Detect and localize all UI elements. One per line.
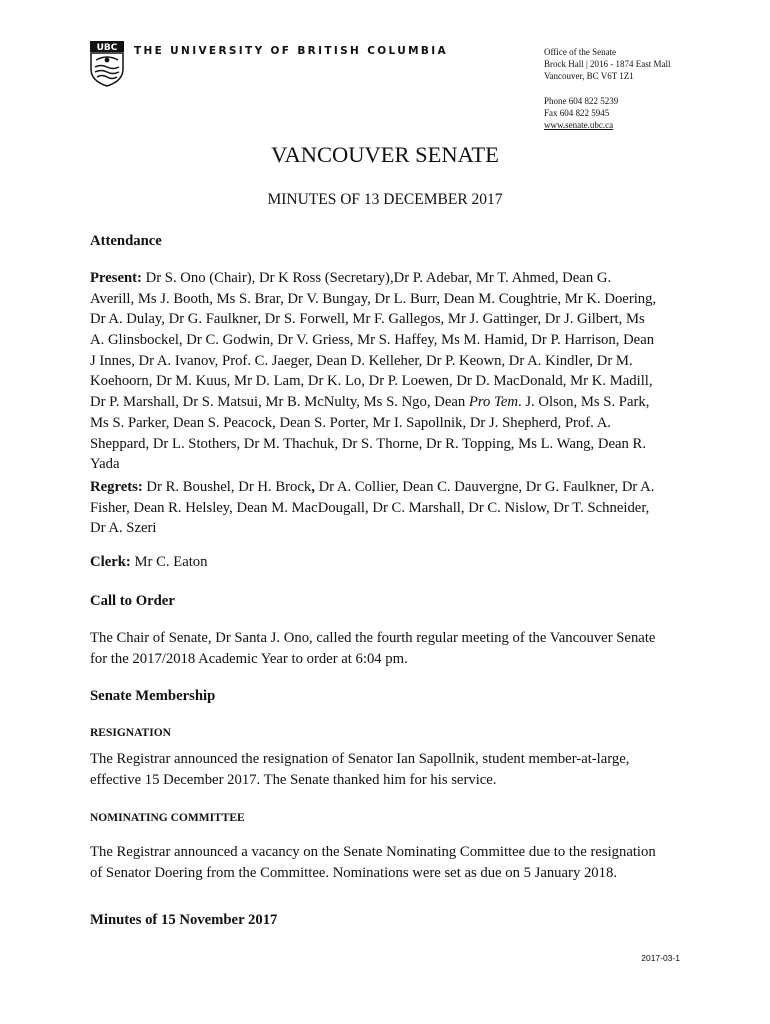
pro-tem-italic: Pro Tem <box>468 394 518 411</box>
university-name: THE UNIVERSITY OF BRITISH COLUMBIA <box>134 45 448 57</box>
attendance-heading: Attendance <box>90 233 162 249</box>
regrets-text: Dr A. Szeri <box>90 520 157 537</box>
regrets-text: Dr A. Collier, Dean C. Dauvergne, Dr G. Faulkner, Dr A. <box>314 479 655 495</box>
present-text: Sheppard, Dr L. Stothers, Dr M. Thachuk, Dr S. Thorne, Dr R. Topping, Ms L. Wang, Dean R. <box>90 435 646 452</box>
resignation-paragraph <box>90 749 690 790</box>
regrets-text: Dr R. Boushel, Dr H. Brock <box>142 479 312 495</box>
call-to-order-heading: Call to Order <box>90 593 175 609</box>
present-text: J Innes, Dr A. Ivanov, Prof. C. Jaeger, Dean D. Kelleher, Dr P. Keown, Dr A. Kindler, Dr M. <box>90 352 633 369</box>
present-text: Dr A. Dulay, Dr G. Faulkner, Dr S. Forwell, Mr F. Gallegos, Mr J. Gattinger, Dr J. Gilbert, Ms <box>90 311 645 328</box>
present-text: Dr P. Marshall, Dr S. Matsui, Mr B. McNulty, Ms S. Ngo, Dean <box>90 394 469 411</box>
present-text: Ms S. Parker, Dean S. Peacock, Dean S. Porter, Mr I. Sapollnik, Dr J. Shepherd, Prof. A. <box>90 414 611 431</box>
present-text: A. Glinsbockel, Dr C. Godwin, Dr V. Griess, Mr S. Haffey, Ms M. Hamid, Dr P. Harrison, Dean <box>90 332 655 349</box>
resignation-heading: RESIGNATION <box>90 727 171 739</box>
regrets-comma: , <box>311 479 315 495</box>
page-number: 2017-03-1 <box>641 953 680 963</box>
ubc-crest-logo <box>90 41 124 87</box>
regrets-text: Fisher, Dean R. Helsley, Dean M. MacDougall, Dr C. Marshall, Dr C. Nislow, Dr T. Schneider, <box>90 499 650 516</box>
present-text: Dr S. Ono (Chair), Dr K Ross (Secretary),Dr P. Adebar, Mr T. Ahmed, Dean G. <box>141 270 612 286</box>
senate-membership-heading: Senate Membership <box>90 688 216 704</box>
minutes-heading: Minutes of 15 November 2017 <box>90 912 278 928</box>
present-paragraph <box>90 268 690 475</box>
present-text: Yada <box>90 456 120 473</box>
present-text: Koehoorn, Dr M. Kuus, Mr D. Lam, Dr K. Lo, Dr P. Loewen, Dr D. MacDonald, Mr K. Madill, <box>90 373 653 390</box>
phone-number: Phone 604 822 5239 <box>544 96 619 106</box>
clerk-name: Mr C. Eaton <box>130 554 208 570</box>
nominating-committee-heading: NOMINATING COMMITTEE <box>90 812 245 824</box>
clerk-paragraph <box>90 552 690 573</box>
paragraph-line: The Registrar announced a vacancy on the Senate Nominating Committee due to the resignation <box>90 844 656 860</box>
clerk-label: Clerk: <box>90 554 131 570</box>
fax-number: Fax 604 822 5945 <box>544 108 610 118</box>
office-address-block <box>544 46 671 131</box>
paragraph-line: The Chair of Senate, Dr Santa J. Ono, called the fourth regular meeting of the Vancouver Senate <box>90 630 656 646</box>
office-line: Vancouver, BC V6T 1Z1 <box>544 71 634 81</box>
senate-website-link[interactable]: www.senate.ubc.ca <box>544 120 614 130</box>
logo-text: UBC <box>96 43 118 53</box>
document-subtitle: MINUTES OF 13 DECEMBER 2017 <box>267 191 503 208</box>
present-text: . J. Olson, Ms S. Park, <box>518 394 650 411</box>
paragraph-line: of Senator Doering from the Committee. Nominations were set as due on 5 January 2018. <box>90 864 618 881</box>
call-to-order-paragraph <box>90 628 690 669</box>
regrets-paragraph <box>90 477 690 539</box>
office-line: Office of the Senate <box>544 47 617 57</box>
paragraph-line: for the 2017/2018 Academic Year to order at 6:04 pm. <box>90 650 408 667</box>
nominating-paragraph <box>90 842 690 883</box>
office-line: Brock Hall | 2016 - 1874 East Mall <box>544 59 671 69</box>
paragraph-line: effective 15 December 2017. The Senate thanked him for his service. <box>90 771 497 788</box>
regrets-label: Regrets: <box>90 479 143 495</box>
present-text: Averill, Ms J. Booth, Ms S. Brar, Dr V. Bungay, Dr L. Burr, Dean M. Coughtrie, Mr K. Doering, <box>90 290 657 307</box>
document-title: VANCOUVER SENATE <box>271 142 499 167</box>
present-label: Present: <box>90 270 142 286</box>
paragraph-line: The Registrar announced the resignation of Senator Ian Sapollnik, student member-at-large, <box>90 751 630 767</box>
